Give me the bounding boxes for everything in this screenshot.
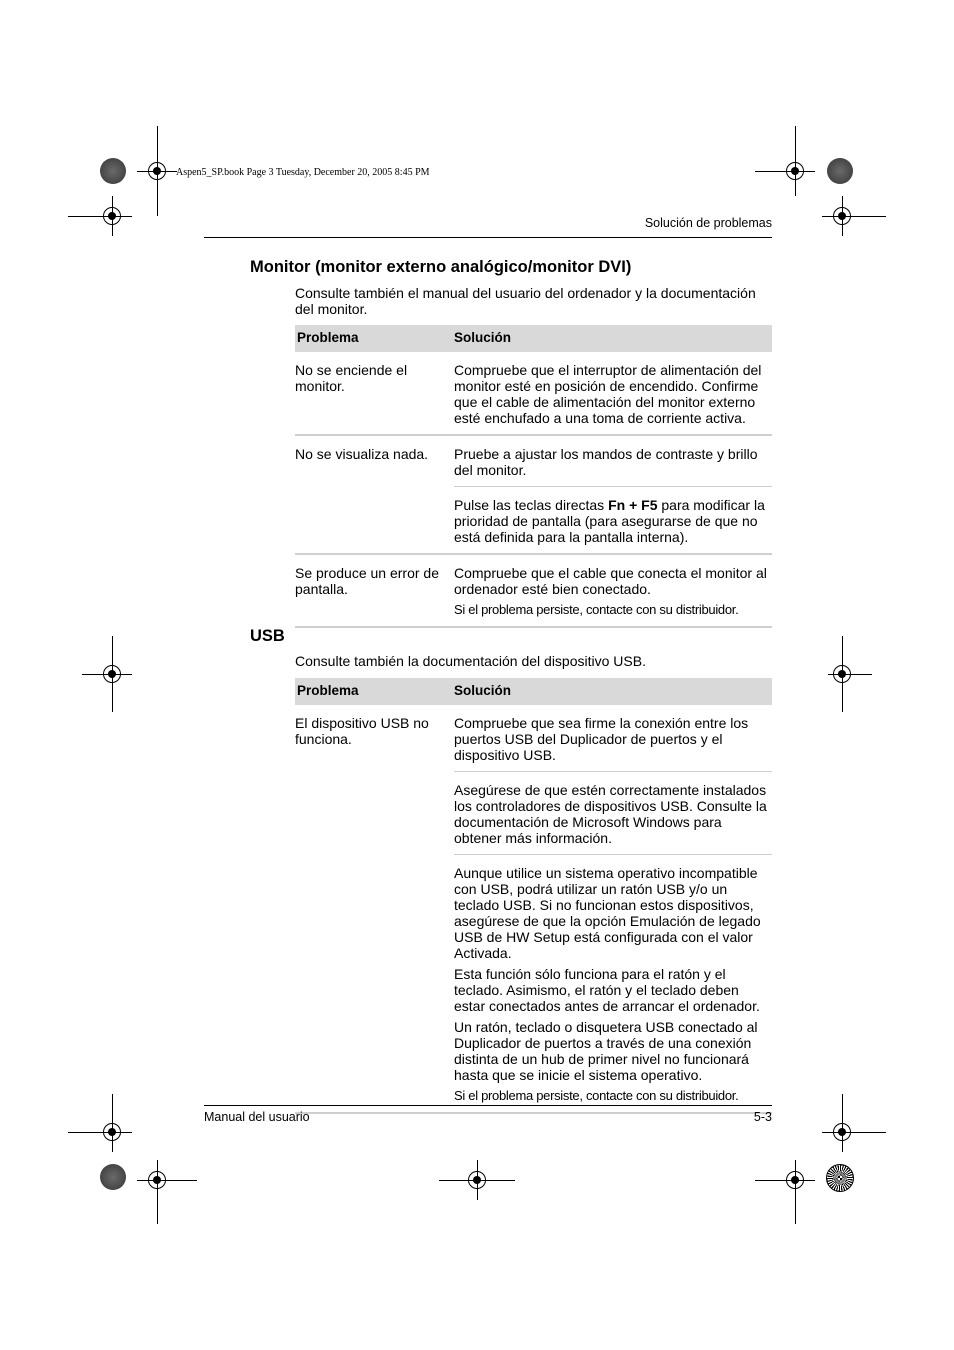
solution-text: Aunque utilice un sistema operativo incompatible con USB, podrá utilizar un ratón USB y/o un teclado USB. Si no funcionan estos dispositivos, asegúrese de que la opción Emulación de legado USB de HW Setup está configurada con el valor Activada. (454, 865, 761, 961)
column-header-solution: Solución (446, 325, 772, 352)
solution-text: Compruebe que el cable que conecta el monitor al ordenador esté bien conectado. (454, 565, 767, 597)
monitor-troubleshooting-table (295, 325, 772, 628)
solution-text: Esta función sólo funciona para el ratón y el teclado. Asimismo, el ratón y el teclado deben estar conectados antes de arrancar el ordenador. (454, 966, 760, 1014)
solution-cell (446, 554, 772, 627)
hotkey-label: Fn + F5 (608, 497, 658, 513)
solution-cell (446, 435, 772, 554)
book-info-line: Aspen5_SP.book Page 3 Tuesday, December 20, 2005 8:45 PM (176, 167, 430, 178)
footer-title: Manual del usuario (204, 1110, 310, 1124)
solution-text: Si el problema persiste, contacte con su distribuidor. (454, 602, 739, 617)
solution-cell (446, 352, 772, 435)
solution-text: Compruebe que el interruptor de alimentación del monitor esté en posición de encendido. Confirme que el cable de alimentación del monitor externo esté enchufado a una toma de corriente activa. (454, 362, 762, 426)
section-intro-monitor: Consulte también el manual del usuario del ordenador y la documentación del monitor. (295, 285, 756, 317)
solution-text: Un ratón, teclado o disquetera USB conectado al Duplicador de puertos a través de una conexión distinta de un hub de primer nivel no funcionará hasta que se inicie el sistema operativo. (454, 1019, 758, 1083)
solution-text: Asegúrese de que estén correctamente instalados los controladores de dispositivos USB. Consulte la documentación de Microsoft Windows para obtener más información. (454, 782, 767, 846)
registration-disc-icon (100, 1164, 126, 1190)
problem-cell: No se enciende el monitor. (295, 352, 446, 435)
column-header-problem: Problema (295, 678, 446, 705)
table-row (295, 352, 772, 435)
section-intro-usb: Consulte también la documentación del dispositivo USB. (295, 653, 646, 669)
section-title-monitor: Monitor (monitor externo analógico/monitor DVI) (250, 258, 632, 276)
solution-text: Pruebe a ajustar los mandos de contraste y brillo del monitor. (454, 446, 758, 478)
running-header: Solución de problemas (644, 216, 772, 230)
column-header-problem: Problema (295, 325, 446, 352)
registration-disc-icon (100, 158, 126, 184)
section-title-usb: USB (250, 627, 285, 645)
registration-disc-icon (827, 158, 853, 184)
usb-troubleshooting-table (295, 678, 772, 1114)
registration-disc-icon (826, 1164, 854, 1192)
problem-cell: No se visualiza nada. (295, 435, 446, 554)
solution-cell (446, 705, 772, 1113)
solution-text-part: para modificar la prioridad de pantalla (para asegurarse de que no está definida para la pantalla interna). (454, 497, 765, 545)
page-number: 5-3 (753, 1110, 772, 1124)
table-row (295, 435, 772, 554)
problem-cell: Se produce un error de pantalla. (295, 554, 446, 627)
footer-rule (204, 1105, 772, 1106)
problem-cell: El dispositivo USB no funciona. (295, 705, 446, 1113)
table-row (295, 554, 772, 627)
solution-text: Si el problema persiste, contacte con su distribuidor. (454, 1088, 739, 1103)
solution-text (454, 497, 772, 545)
column-header-solution: Solución (446, 678, 772, 705)
header-rule (204, 237, 772, 238)
solution-text: Compruebe que sea firme la conexión entre los puertos USB del Duplicador de puertos y el dispositivo USB. (454, 715, 749, 763)
table-row (295, 705, 772, 1113)
solution-text-part: Pulse las teclas directas (454, 497, 609, 513)
